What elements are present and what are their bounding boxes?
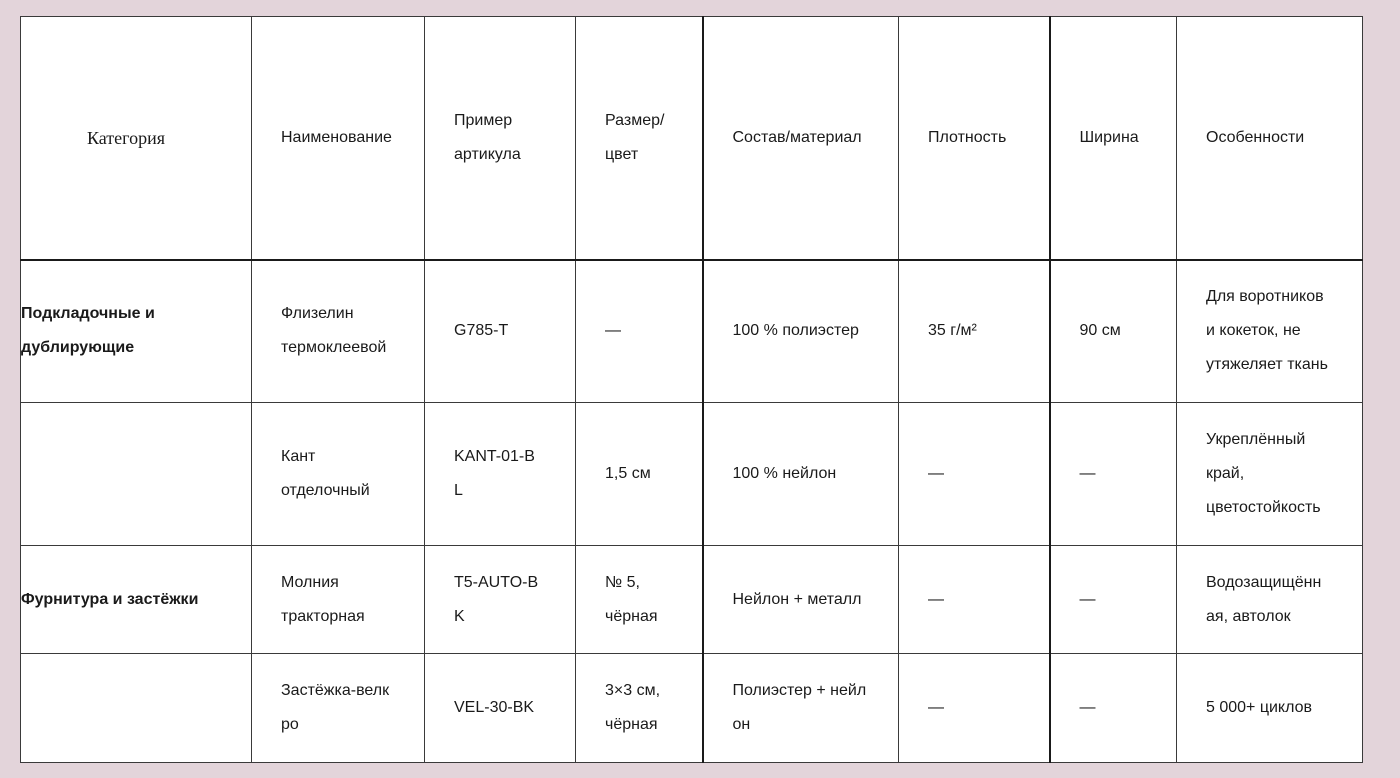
cell-line: — — [605, 322, 621, 340]
header-material — [703, 17, 899, 260]
cell-density — [899, 654, 1050, 763]
cell-line: чёрная — [605, 716, 658, 733]
header-category — [21, 17, 252, 260]
materials-table — [20, 16, 1363, 763]
cell-line: цветостойкость — [1206, 499, 1321, 516]
table-row — [21, 260, 1363, 403]
cell-material — [703, 546, 899, 654]
cell-width — [1050, 546, 1177, 654]
cell-material — [703, 654, 899, 763]
cell-article — [425, 654, 576, 763]
header-size-line: Размер/ — [605, 111, 665, 129]
header-width — [1050, 17, 1177, 260]
cell-line: K — [454, 607, 465, 625]
header-density — [899, 17, 1050, 260]
cell-features — [1177, 546, 1363, 654]
header-article — [425, 17, 576, 260]
cell-size — [576, 546, 703, 654]
cell-category — [21, 260, 252, 403]
table-row — [21, 546, 1363, 654]
table-row — [21, 654, 1363, 763]
cell-line: L — [454, 482, 463, 499]
cell-line: утяжеляет ткань — [1206, 356, 1328, 374]
cell-category — [21, 654, 252, 763]
header-density-label: Плотность — [928, 128, 1007, 146]
cell-category — [21, 546, 252, 654]
cell-size — [576, 260, 703, 403]
cell-line: 90 см — [1079, 322, 1121, 340]
header-material-label: Состав/материал — [732, 128, 862, 146]
cell-line: № 5, — [605, 573, 640, 591]
header-features-label: Особенности — [1206, 128, 1305, 146]
cell-line: — — [1079, 465, 1096, 482]
cell-line: 100 % нейлон — [732, 465, 837, 482]
cell-line: Флизелин — [281, 305, 354, 323]
cell-width — [1050, 260, 1177, 403]
cell-line: дублирующие — [21, 339, 135, 357]
cell-line: Водозащищённ — [1206, 573, 1322, 591]
cell-material — [703, 403, 899, 546]
cell-line: Кант — [281, 448, 316, 465]
cell-line: Для воротников — [1206, 288, 1324, 306]
cell-name — [252, 546, 425, 654]
cell-article — [425, 403, 576, 546]
cell-line: Фурнитура и застёжки — [21, 590, 199, 608]
cell-line: — — [1079, 590, 1096, 608]
cell-line: 100 % полиэстер — [732, 322, 859, 340]
cell-features — [1177, 260, 1363, 403]
cell-material — [703, 260, 899, 403]
cell-width — [1050, 403, 1177, 546]
cell-line: 35 г/м² — [928, 322, 977, 340]
cell-line: 1,5 см — [605, 465, 651, 482]
cell-features — [1177, 403, 1363, 546]
cell-line: край, — [1206, 465, 1245, 482]
cell-line: Полиэстер + нейл — [732, 682, 867, 699]
cell-density — [899, 403, 1050, 546]
cell-line: ро — [281, 716, 299, 733]
cell-line: G785-T — [454, 322, 509, 340]
cell-article — [425, 260, 576, 403]
cell-category — [21, 403, 252, 546]
cell-article — [425, 546, 576, 654]
document-sheet — [20, 16, 1362, 762]
header-article-line: артикула — [454, 145, 521, 163]
cell-size — [576, 403, 703, 546]
cell-line: Застёжка-велк — [281, 682, 390, 699]
cell-line: VEL-30-BK — [454, 699, 535, 716]
cell-density — [899, 260, 1050, 403]
header-size-line: цвет — [605, 145, 639, 163]
cell-width — [1050, 654, 1177, 763]
cell-line: и кокеток, не — [1206, 322, 1301, 340]
cell-line: отделочный — [281, 482, 370, 499]
header-name-label: Наименование — [281, 128, 392, 146]
cell-line: — — [1079, 699, 1096, 716]
cell-line: он — [732, 716, 751, 733]
cell-line: чёрная — [605, 607, 658, 625]
header-article-line: Пример — [454, 111, 513, 129]
cell-line: KANT-01-B — [454, 448, 535, 465]
table-header-row — [21, 17, 1363, 260]
cell-line: тракторная — [281, 607, 365, 625]
cell-line: Нейлон + металл — [732, 590, 862, 608]
cell-line: ая, автолок — [1206, 607, 1291, 625]
cell-name — [252, 260, 425, 403]
header-category-label: Категория — [87, 127, 165, 148]
table-row — [21, 403, 1363, 546]
cell-line: — — [928, 465, 944, 482]
cell-line: 5 000+ циклов — [1206, 699, 1313, 716]
cell-line: Подкладочные и — [21, 305, 155, 323]
cell-name — [252, 654, 425, 763]
cell-line: T5-AUTO-B — [454, 573, 539, 591]
header-width-label: Ширина — [1079, 128, 1139, 146]
cell-line: — — [928, 699, 944, 716]
cell-line: Молния — [281, 573, 339, 591]
cell-line: — — [928, 590, 944, 608]
header-features — [1177, 17, 1363, 260]
cell-line: термоклеевой — [281, 339, 387, 357]
cell-size — [576, 654, 703, 763]
cell-density — [899, 546, 1050, 654]
cell-features — [1177, 654, 1363, 763]
header-name — [252, 17, 425, 260]
header-size — [576, 17, 703, 260]
cell-name — [252, 403, 425, 546]
cell-line: 3×3 см, — [605, 682, 661, 699]
cell-line: Укреплённый — [1206, 431, 1306, 448]
